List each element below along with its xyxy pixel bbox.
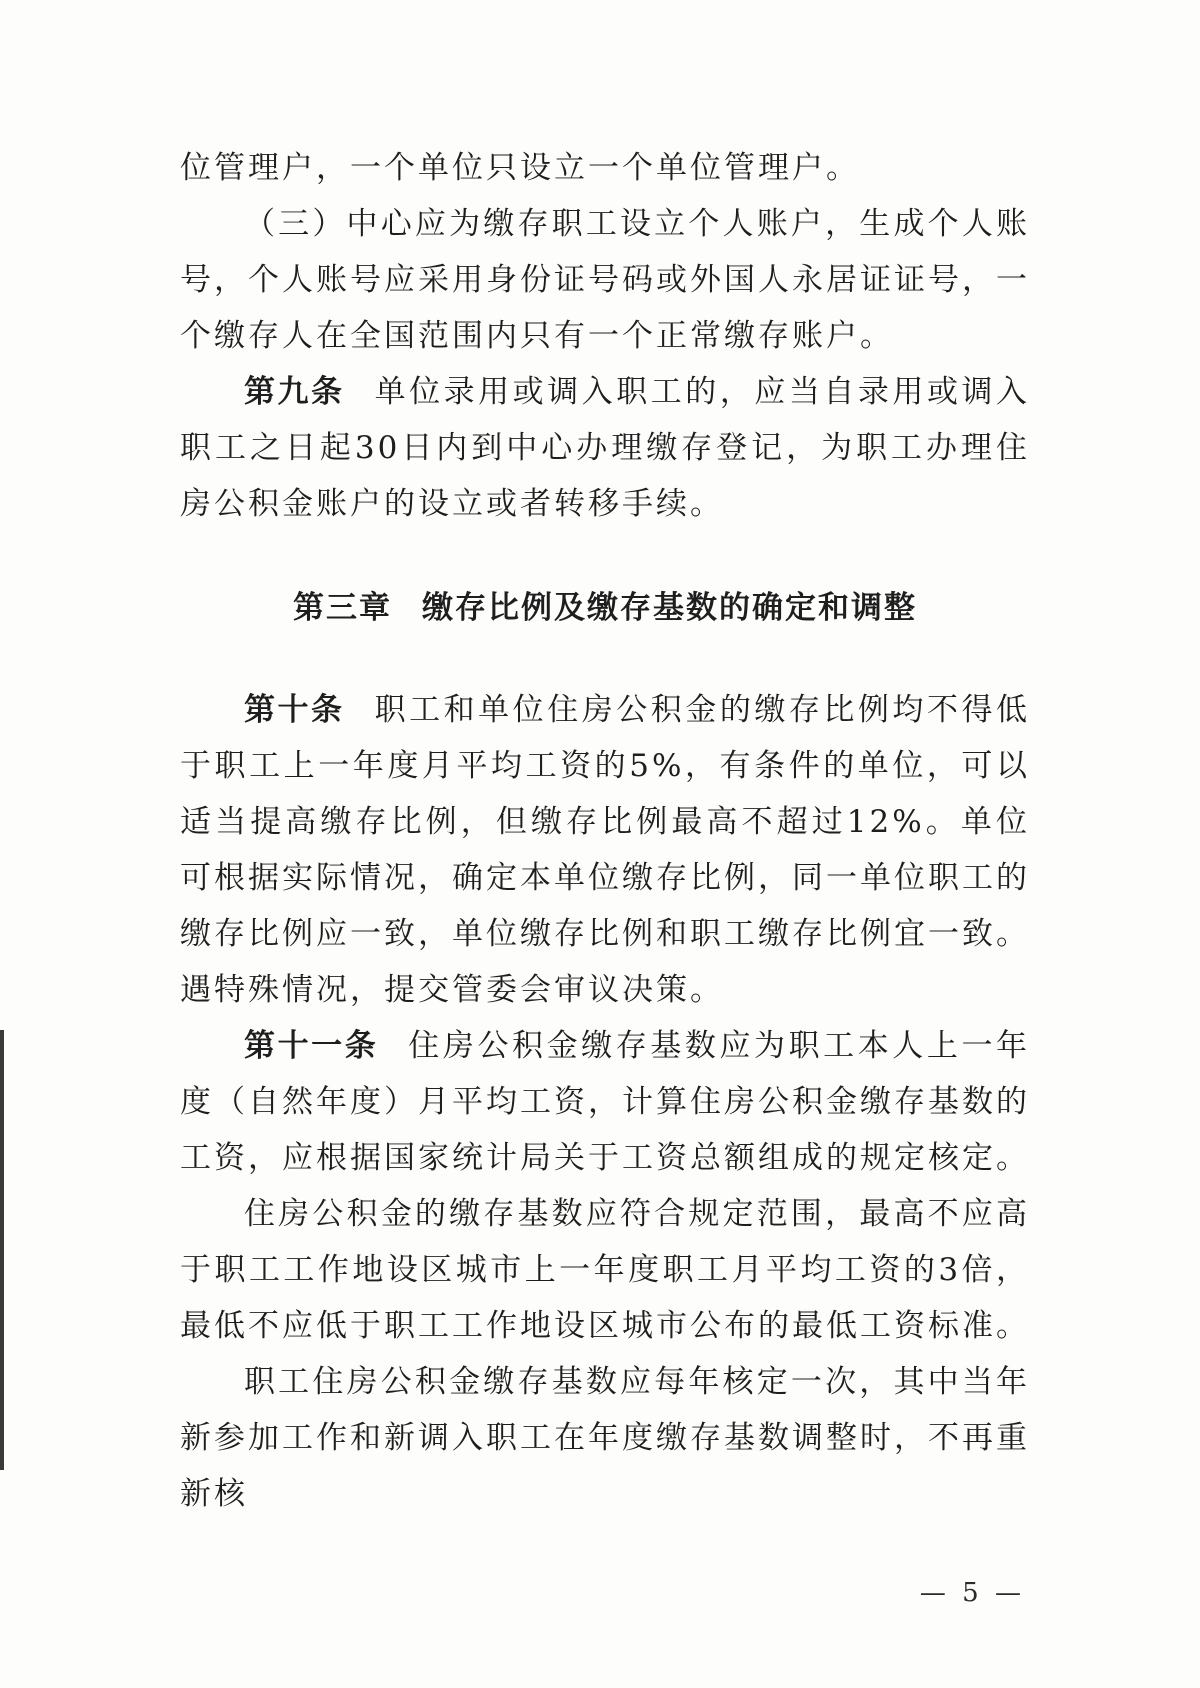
article-eleven [180,1018,1030,1186]
document-body [180,140,1030,1522]
paragraph-continuation: 位管理户，一个单位只设立一个单位管理户。 [180,150,860,186]
scan-edge-shadow [0,1030,4,1470]
article-nine-text: 单位录用或调入职工的，应当自录用或调入职工之日起30日内到中心办理缴存登记，为职工办理住房公积金账户的设立或者转移手续。 [180,374,1031,522]
article-ten-text: 职工和单位住房公积金的缴存比例均不得低于职工上一年度月平均工资的5%，有条件的单位，可以适当提高缴存比例，但缴存比例最高不超过12%。单位可根据实际情况，确定本单位缴存比例，同一单位职工的缴存比例应一致，单位缴存比例和职工缴存比例宜一致。遇特殊情况，提交管委会审议决策。 [180,692,1031,1008]
chapter-title: 缴存比例及缴存基数的确定和调整 [422,590,917,626]
article-nine-heading: 第九条 [244,374,345,410]
article-nine [180,364,1030,532]
article-eleven-heading: 第十一条 [244,1028,379,1064]
paragraph-annual-check: 职工住房公积金缴存基数应每年核定一次，其中当年新参加工作和新调入职工在年度缴存基数调整时，不再重新核 [180,1364,1030,1512]
article-ten [180,682,1030,1018]
paragraph-item-three: （三）中心应为缴存职工设立个人账户，生成个人账号，个人账号应采用身份证号码或外国人永居证证号，一个缴存人在全国范围内只有一个正常缴存账户。 [180,206,1030,354]
chapter-heading [180,580,1030,636]
paragraph-base-range: 住房公积金的缴存基数应符合规定范围，最高不应高于职工工作地设区城市上一年度职工月平均工资的3倍，最低不应低于职工工作地设区城市公布的最低工资标准。 [180,1196,1030,1344]
chapter-number: 第三章 [293,590,392,626]
article-ten-heading: 第十条 [244,692,345,728]
article-eleven-text: 住房公积金缴存基数应为职工本人上一年度（自然年度）月平均工资，计算住房公积金缴存基数的工资，应根据国家统计局关于工资总额组成的规定核定。 [180,1028,1031,1176]
page-number: — 5 — [919,1578,1025,1608]
